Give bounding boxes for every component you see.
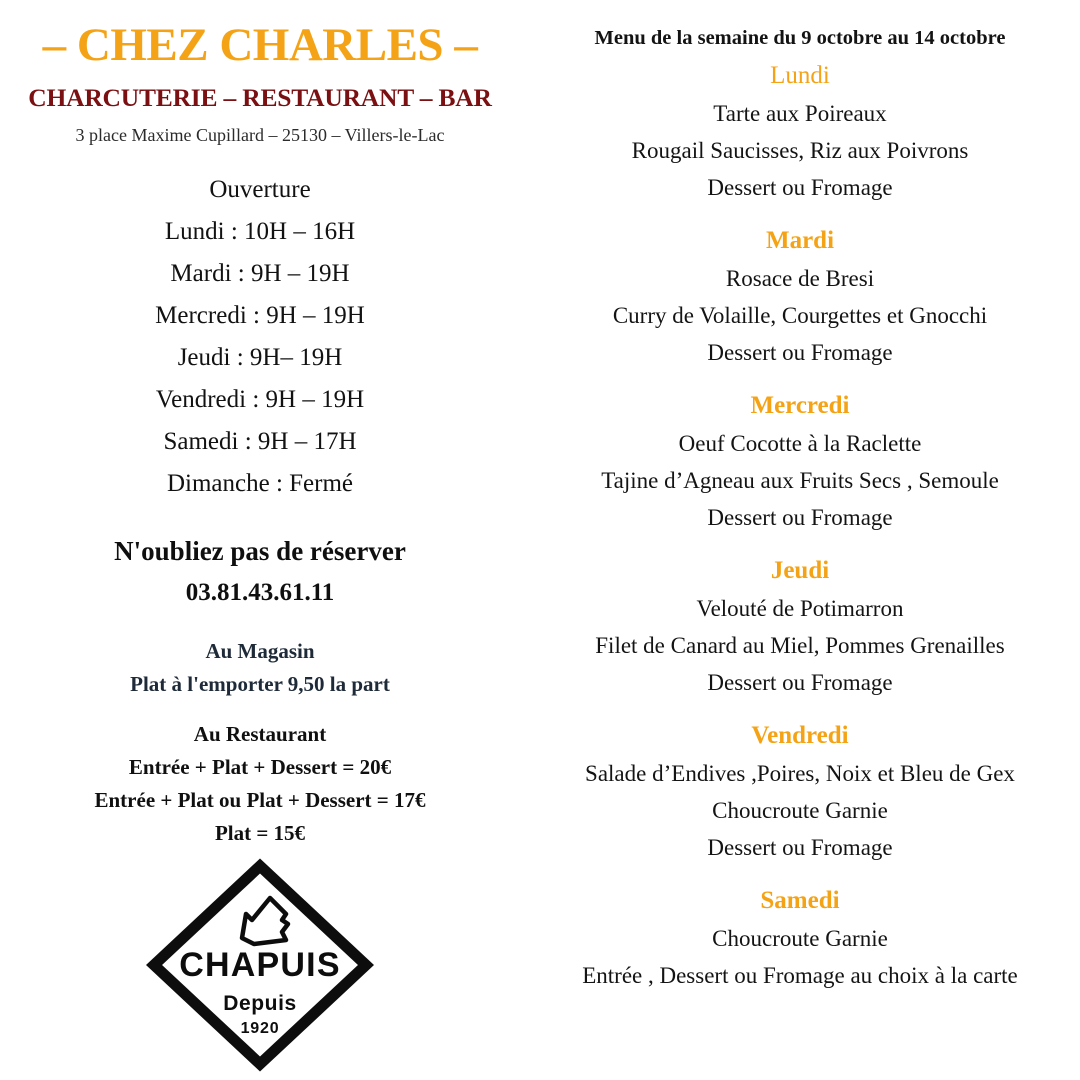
day-heading-samedi: Samedi xyxy=(760,886,840,914)
shop-pricing-section xyxy=(8,638,512,696)
left-column xyxy=(0,0,520,1080)
chapuis-logo-svg xyxy=(146,858,374,1072)
day-heading-vendredi: Vendredi xyxy=(751,721,849,749)
dish-dessert: Dessert ou Fromage xyxy=(707,834,893,860)
price-main-only: Plat = 15€ xyxy=(214,820,306,845)
opening-hours-section xyxy=(8,177,512,496)
shop-price-takeaway: Plat à l'emporter 9,50 la part xyxy=(130,671,390,696)
dish-starter: Velouté de Potimarron xyxy=(696,595,904,621)
dish-starter: Tarte aux Poireaux xyxy=(713,100,887,126)
dish-main: Tajine d’Agneau aux Fruits Secs , Semoule xyxy=(601,467,999,493)
dish-main: Choucroute Garnie xyxy=(712,797,888,823)
dish-main: Rougail Saucisses, Riz aux Poivrons xyxy=(631,137,969,163)
dish-dessert: Dessert ou Fromage xyxy=(707,339,893,365)
restaurant-heading: Au Restaurant xyxy=(193,721,327,746)
hours-row-sunday: Dimanche : Fermé xyxy=(166,469,354,497)
hours-row-thursday: Jeudi : 9H– 19H xyxy=(177,343,343,371)
chalet-house-icon xyxy=(242,898,288,944)
menu-day-jeudi xyxy=(530,558,1070,694)
shop-heading: Au Magasin xyxy=(205,638,315,663)
reservation-section xyxy=(8,535,512,606)
price-two-course: Entrée + Plat ou Plat + Dessert = 17€ xyxy=(94,787,426,812)
menu-day-lundi xyxy=(530,63,1070,199)
hours-row-wednesday: Mercredi : 9H – 19H xyxy=(155,301,365,329)
reservation-reminder: N'oubliez pas de réserver xyxy=(114,535,406,566)
menu-day-samedi xyxy=(530,888,1070,987)
logo-since-year: 1920 xyxy=(240,1019,280,1037)
dish-dessert: Dessert ou Fromage xyxy=(707,174,893,200)
dish-main: Filet de Canard au Miel, Pommes Grenailles xyxy=(595,632,1005,658)
opening-hours-title: Ouverture xyxy=(209,175,311,203)
dish-starter: Salade d’Endives ,Poires, Noix et Bleu de Gex xyxy=(585,760,1015,786)
day-heading-mardi: Mardi xyxy=(765,226,835,254)
price-full-menu: Entrée + Plat + Dessert = 20€ xyxy=(128,754,392,779)
dish-dessert: Dessert ou Fromage xyxy=(707,669,893,695)
restaurant-name: – CHEZ CHARLES – xyxy=(42,19,478,71)
day-heading-jeudi: Jeudi xyxy=(770,556,830,584)
hours-row-tuesday: Mardi : 9H – 19H xyxy=(170,259,350,287)
menu-day-mardi xyxy=(530,228,1070,364)
chapuis-logo xyxy=(8,858,512,1072)
dish-main: Choucroute Garnie xyxy=(712,925,888,951)
hours-row-saturday: Samedi : 9H – 17H xyxy=(163,427,357,455)
logo-brand-text: CHAPUIS xyxy=(179,945,341,984)
menu-day-mercredi xyxy=(530,393,1070,529)
hours-row-monday: Lundi : 10H – 16H xyxy=(164,217,356,245)
logo-since-label: Depuis xyxy=(223,991,297,1015)
day-heading-lundi: Lundi xyxy=(770,61,830,89)
dish-a-la-carte: Entrée , Dessert ou Fromage au choix à la carte xyxy=(582,962,1018,988)
restaurant-pricing-section xyxy=(8,721,512,845)
phone-number[interactable]: 03.81.43.61.11 xyxy=(185,578,335,606)
weekly-menu-column xyxy=(520,0,1080,1080)
dish-main: Curry de Volaille, Courgettes et Gnocchi xyxy=(612,302,988,328)
dish-starter: Rosace de Bresi xyxy=(725,265,875,291)
dish-starter: Oeuf Cocotte à la Raclette xyxy=(678,430,922,456)
restaurant-address: 3 place Maxime Cupillard – 25130 – Villers-le-Lac xyxy=(75,124,445,145)
menu-week-title: Menu de la semaine du 9 octobre au 14 octobre xyxy=(594,27,1006,49)
menu-day-vendredi xyxy=(530,723,1070,859)
day-heading-mercredi: Mercredi xyxy=(750,391,850,419)
hours-row-friday: Vendredi : 9H – 19H xyxy=(155,385,365,413)
dish-dessert: Dessert ou Fromage xyxy=(707,504,893,530)
restaurant-tagline: CHARCUTERIE – RESTAURANT – BAR xyxy=(28,83,492,112)
